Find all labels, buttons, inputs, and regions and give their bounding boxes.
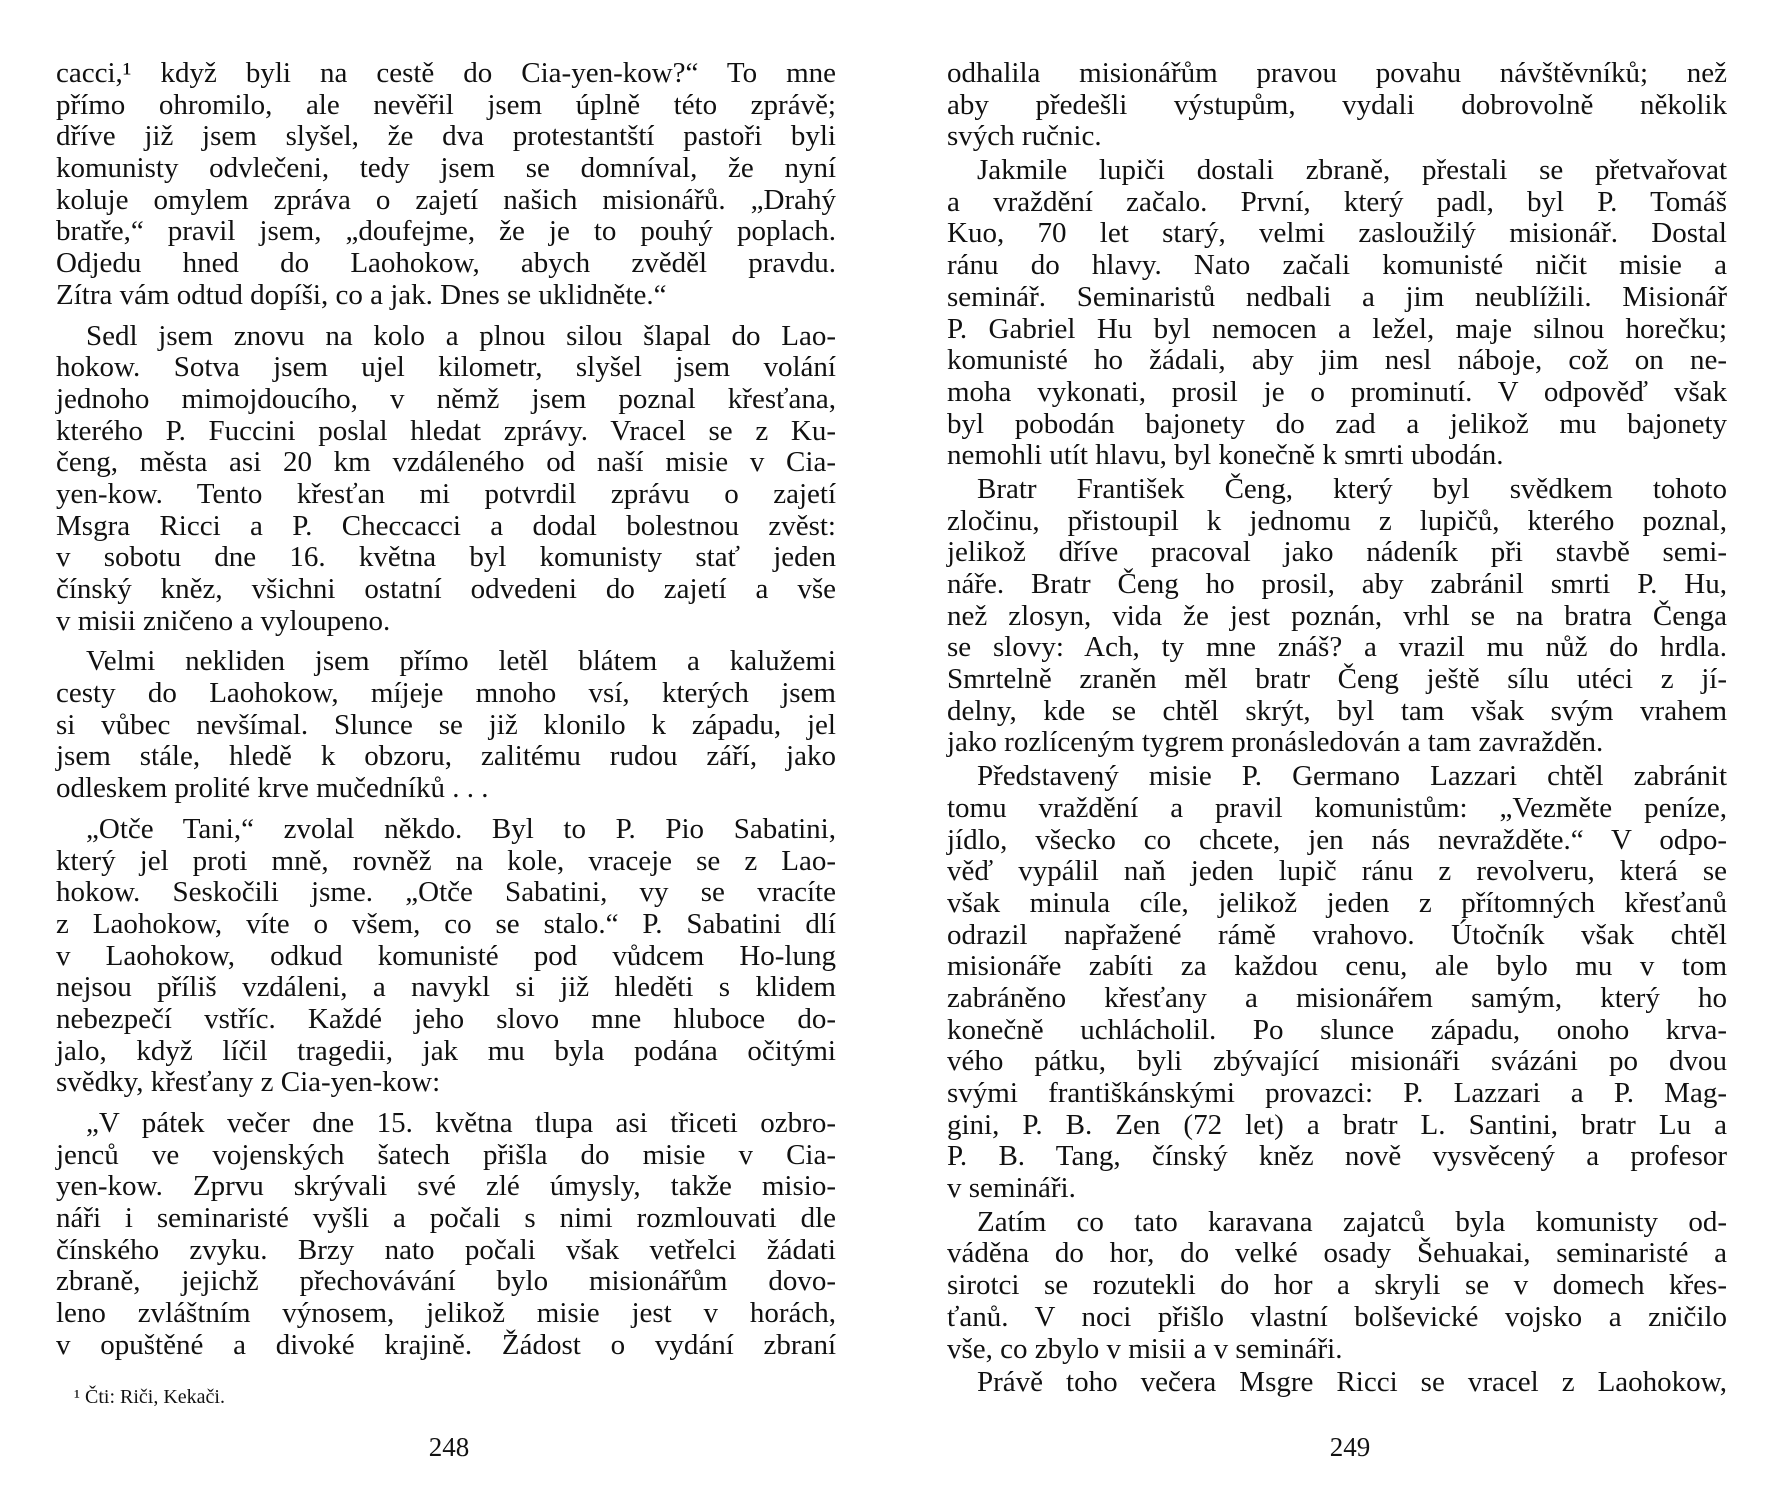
text-line: věď vypálil naň jeden lupič ránu z revolveru, která se bbox=[947, 855, 1727, 888]
text-line: v semináři. bbox=[947, 1172, 1076, 1205]
text-line: bratře,“ pravil jsem, „doufejme, že je to pouhý poplach. bbox=[56, 215, 836, 248]
text-line: který jel proti mně, rovněž na kole, vraceje se z Lao- bbox=[56, 844, 836, 877]
text-line: hokow. Sotva jsem ujel kilometr, slyšel jsem volání bbox=[56, 351, 836, 384]
text-line: přímo ohromilo, ale nevěřil jsem úplně této zprávě; bbox=[56, 88, 836, 121]
text-line: ránu do hlavy. Nato začali komunisté ničit misie a bbox=[947, 249, 1727, 282]
text-line: yen-kow. Tento křesťan mi potvrdil zprávu o zajetí bbox=[56, 477, 836, 510]
text-line: Msgra Ricci a P. Checcacci a dodal bolestnou zvěst: bbox=[56, 509, 836, 542]
text-line: jednoho mimojdoucího, v němž jsem poznal křesťana, bbox=[56, 382, 836, 415]
text-line: Představený misie P. Germano Lazzari chtěl zabránit bbox=[977, 760, 1727, 793]
text-line: „Otče Tani,“ zvolal někdo. Byl to P. Pio Sabatini, bbox=[86, 812, 836, 845]
text-line: delny, kde se chtěl skrýt, byl tam však svým vrahem bbox=[947, 694, 1727, 727]
text-line: svými františkánskými provazci: P. Lazzari a P. Mag- bbox=[947, 1077, 1727, 1109]
text-line: jenců ve vojenských šatech přišla do misie v Cia- bbox=[56, 1138, 836, 1171]
text-line: komunisté ho žádali, aby jim nesl náboje, což on ne- bbox=[947, 344, 1727, 377]
text-line: leno zvláštním výnosem, jelikož misie jest v horách, bbox=[56, 1297, 836, 1330]
text-line: váděna do hor, do velké osady Šehuakai, seminaristé a bbox=[947, 1237, 1727, 1270]
text-line: čínský kněz, všichni ostatní odvedeni do zajetí a vše bbox=[56, 573, 836, 605]
text-line: P. B. Tang, čínský kněz nově vysvěcený a profesor bbox=[947, 1140, 1727, 1173]
text-line: koluje omylem zpráva o zajetí našich misionářů. „Drahý bbox=[56, 183, 836, 216]
paragraph bbox=[56, 58, 836, 312]
right-page-text bbox=[947, 58, 1727, 1401]
text-line: Právě toho večera Msgre Ricci se vracel z Laohokow, bbox=[977, 1366, 1727, 1399]
text-line: hokow. Seskočili jsme. „Otče Sabatini, vy se vracíte bbox=[56, 876, 836, 909]
text-line: Smrtelně zraněn měl bratr Čeng ještě sílu utéci z jí- bbox=[947, 663, 1727, 696]
text-line: kterého P. Fuccini poslal hledat zprávy. Vracel se z Ku- bbox=[56, 414, 836, 447]
text-line: v sobotu dne 16. května byl komunisty stať jeden bbox=[56, 541, 836, 574]
left-page-text bbox=[56, 58, 836, 1371]
text-line: v misii zničeno a vyloupeno. bbox=[56, 604, 391, 637]
text-line: odhalila misionářům pravou povahu návštěvníků; než bbox=[947, 57, 1727, 89]
text-line: P. Gabriel Hu byl nemocen a ležel, maje silnou horečku; bbox=[947, 312, 1727, 345]
text-line: čeng, města asi 20 km vzdáleného od naší misie v Cia- bbox=[56, 446, 836, 479]
text-line: nejsou příliš vzdáleni, a navykl si již hleděti s klidem bbox=[56, 971, 836, 1004]
text-line: si vůbec nevšímal. Slunce se již klonilo k západu, jel bbox=[56, 708, 836, 741]
text-line: nemohli utít hlavu, byl konečně k smrti ubodán. bbox=[947, 439, 1504, 472]
text-line: dříve již jsem slyšel, že dva protestantští pastoři byli bbox=[56, 120, 836, 153]
text-line: zbraně, jejichž přechovávání bylo misionářům dovo- bbox=[56, 1265, 836, 1298]
footnote: ¹ Čti: Riči, Kekači. bbox=[74, 1386, 225, 1408]
text-line: Velmi neklidеn jsem přímo letěl blátem a kalužemi bbox=[86, 645, 836, 678]
text-line: cesty do Laohokow, míjeje mnoho vsí, kterých jsem bbox=[56, 677, 836, 710]
text-line: Zítra vám odtud dopíši, co a jak. Dnes se uklidněte.“ bbox=[56, 278, 667, 311]
text-line: cacci,¹ když byli na cestě do Cia-yen-kow?“ To mne bbox=[56, 57, 836, 89]
paragraph bbox=[56, 321, 836, 638]
text-line: misionáře zabíti za každou cenu, ale bylo mu v tom bbox=[947, 950, 1727, 983]
text-line: v opuštěné a divoké krajině. Žádost o vydání zbraní bbox=[56, 1328, 836, 1361]
text-line: aby předešli výstupům, vydali dobrovolně několik bbox=[947, 88, 1727, 121]
paragraph bbox=[947, 155, 1727, 472]
text-line: nebezpečí vstříc. Každé jeho slovo mne hluboce do- bbox=[56, 1002, 836, 1035]
text-line: Kuo, 70 let starý, velmi zasloužilý misionář. Dostal bbox=[947, 217, 1727, 250]
text-line: z Laohokow, víte o všem, co se stalo.“ P. Sabatini dlí bbox=[56, 907, 836, 940]
paragraph bbox=[947, 474, 1727, 759]
text-line: zabráněno křesťany a misionářem samým, který ho bbox=[947, 981, 1727, 1014]
text-line: jsem stále, hledě k obzoru, zalitému rudou září, jako bbox=[56, 740, 836, 773]
text-line: náře. Bratr Čeng ho prosil, aby zabránil smrti P. Hu, bbox=[947, 568, 1727, 600]
text-line: ťanů. V noci přišlo vlastní bolševické vojsko a zničilo bbox=[947, 1300, 1727, 1333]
text-line: Zatím co tato karavana zajatců byla komunisty od- bbox=[977, 1205, 1727, 1238]
text-line: „V pátek večer dne 15. května tlupa asi třiceti ozbro- bbox=[86, 1107, 836, 1139]
text-line: sirotci se rozutekli do hor a skryli se v domech křes- bbox=[947, 1269, 1727, 1302]
text-line: konečně uchlácholil. Po slunce západu, onoho krva- bbox=[947, 1013, 1727, 1046]
text-line: Jakmile lupiči dostali zbraně, přestali se přetvařovat bbox=[977, 154, 1727, 187]
text-line: moha vykonati, prosil je o prominutí. V odpověď však bbox=[947, 375, 1727, 408]
text-line: jalo, když líčil tragedii, jak mu byla podána očitými bbox=[56, 1034, 836, 1067]
text-line: odleskem prolité krve mučedníků . . . bbox=[56, 772, 489, 805]
text-line: než zlosyn, vida že jest poznán, vrhl se na bratra Čenga bbox=[947, 599, 1727, 632]
text-line: čínského zvyku. Brzy nato počali však vetřelci žádati bbox=[56, 1233, 836, 1266]
paragraph bbox=[947, 1207, 1727, 1365]
text-line: Odjedu hned do Laohokow, abych zvěděl pravdu. bbox=[56, 247, 836, 280]
text-line: svých ručnic. bbox=[947, 120, 1102, 153]
text-line: komunisty odvlečeni, tedy jsem se domníval, že nyní bbox=[56, 152, 836, 185]
text-line: vše, co zbylo v misii a v semináři. bbox=[947, 1332, 1343, 1365]
text-line: Bratr František Čeng, který byl svědkem tohoto bbox=[977, 472, 1727, 505]
text-line: jako rozlíceným tygrem pronásledován a tam zavražděn. bbox=[947, 726, 1604, 759]
paragraph bbox=[947, 58, 1727, 153]
text-line: yen-kow. Zprvu skrývali své zlé úmysly, takže misio- bbox=[56, 1170, 836, 1203]
text-line: seminář. Seminaristů nedbali a jim neublížili. Misionář bbox=[947, 280, 1727, 313]
text-line: však minula cíle, jelikož jeden z přítomných křesťanů bbox=[947, 886, 1727, 919]
text-line: tomu vraždění a pravil komunistům: „Vezměte peníze, bbox=[947, 791, 1727, 824]
text-line: vého pátku, byli zbývající misionáři svázáni po dvou bbox=[947, 1045, 1727, 1078]
text-line: a vraždění začalo. První, který padl, byl P. Tomáš bbox=[947, 185, 1727, 218]
text-line: jelikož dříve pracoval jako nádeník při stavbě semi- bbox=[947, 536, 1727, 569]
paragraph bbox=[56, 1108, 836, 1362]
text-line: v Laohokow, odkud komunisté pod vůdcem Ho-lung bbox=[56, 939, 836, 972]
text-line: se slovy: Ach, ty mne znáš? a vrazil mu nůž do hrdla. bbox=[947, 631, 1727, 664]
paragraph bbox=[56, 814, 836, 1099]
paragraph bbox=[947, 761, 1727, 1205]
text-line: náři i seminaristé vyšli a počali s nimi rozmlouvati dle bbox=[56, 1202, 836, 1235]
text-line: Sedl jsem znovu na kolo a plnou silou šlapal do Lao- bbox=[86, 319, 836, 352]
paragraph bbox=[56, 646, 836, 804]
text-line: gini, P. B. Zen (72 let) a bratr L. Santini, bratr Lu a bbox=[947, 1108, 1727, 1141]
text-line: svědky, křesťany z Cia-yen-kow: bbox=[56, 1066, 441, 1099]
text-line: byl pobodán bajonety do zad a jelikož mu bajonety bbox=[947, 407, 1727, 440]
page-number-right: 249 bbox=[1329, 1432, 1371, 1462]
page-number-left: 248 bbox=[428, 1432, 470, 1462]
text-line: jídlo, všecko co chcete, jen nás nevražděte.“ V odpo- bbox=[947, 823, 1727, 856]
text-line: zločinu, přistoupil k jednomu z lupičů, kterého poznal, bbox=[947, 504, 1727, 537]
text-line: odrazil napřažené rámě vrahovo. Útočník však chtěl bbox=[947, 918, 1727, 951]
paragraph bbox=[947, 1367, 1727, 1399]
